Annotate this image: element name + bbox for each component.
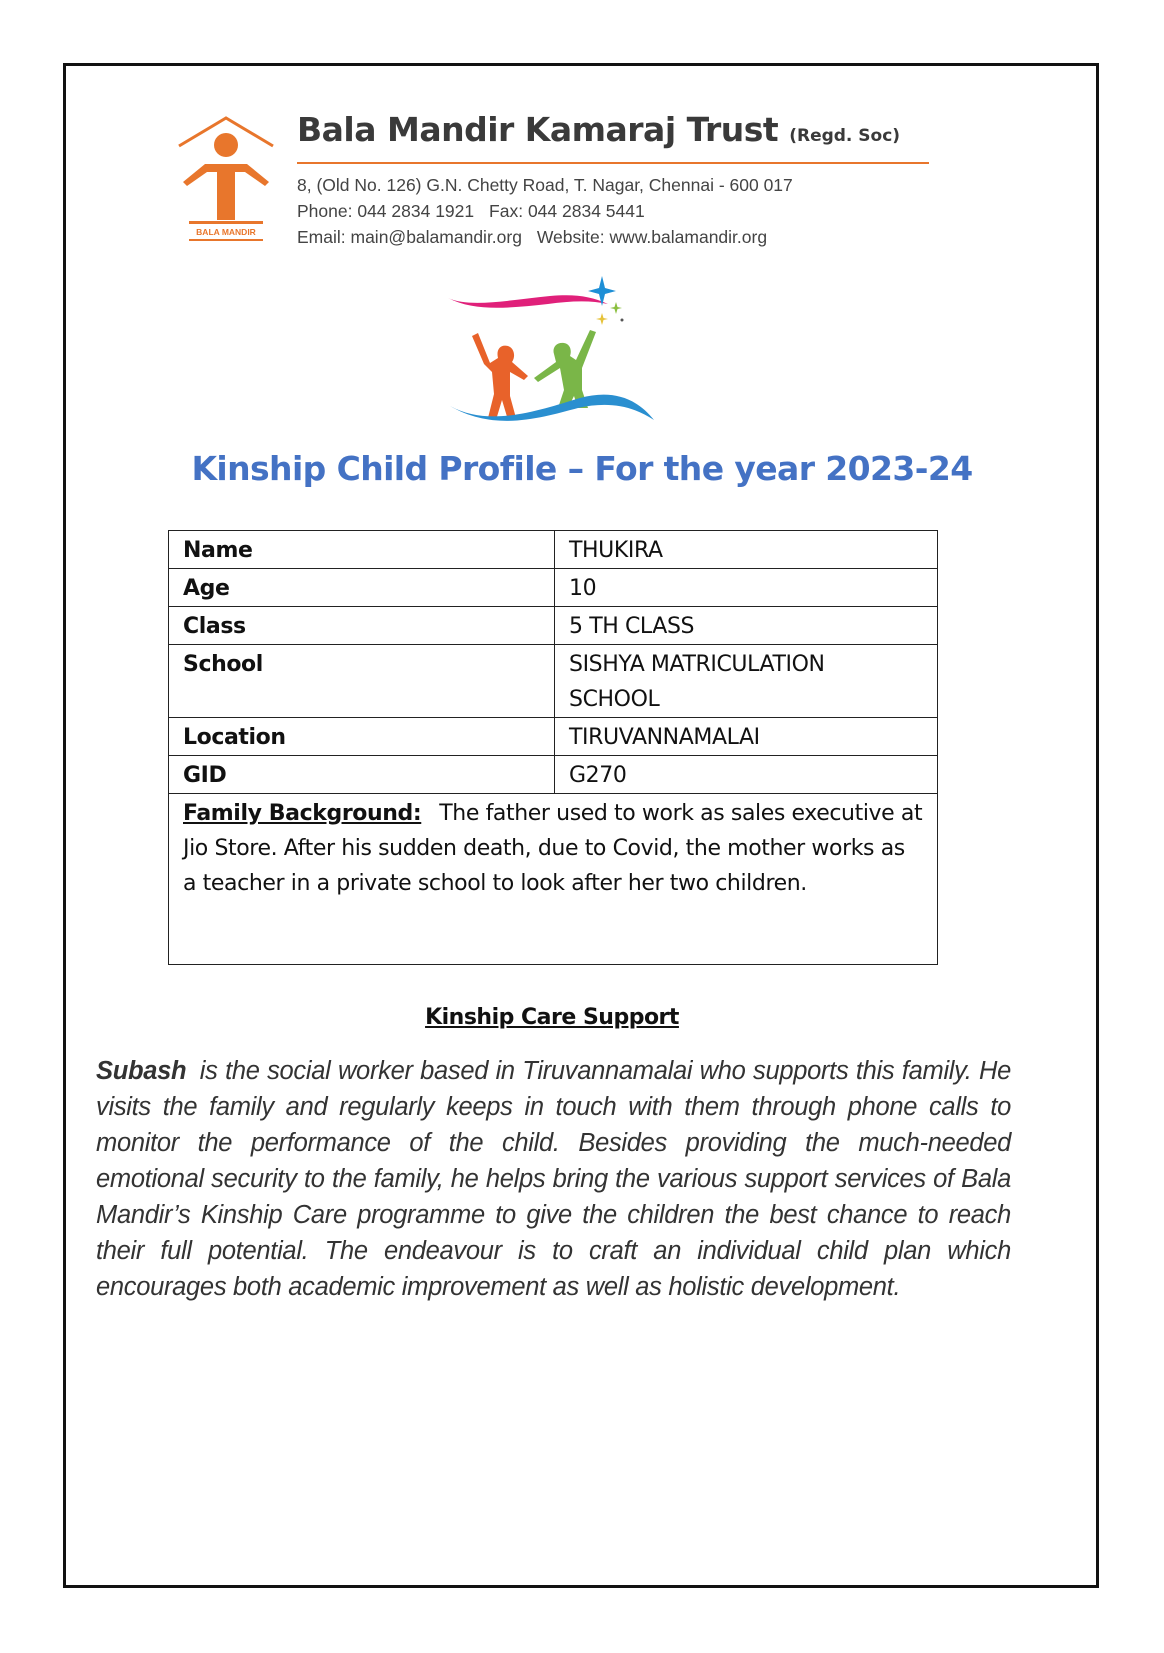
org-address: 8, (Old No. 126) G.N. Chetty Road, T. Nagar, Chennai - 600 017 (297, 175, 793, 195)
support-description: is the social worker based in Tiruvannamalai who supports this family. He visits the family and regularly keeps in touch with them through phone calls to monitor the performance of the child. Besides providing the much-needed emotional security to the family, he helps bring the various support services of Bala Mandir’s Kinship Care programme to give the children the best chance to reach their full potential. The endeavour is to craft an individual child plan which encourages both academic improvement as well as holistic development. (96, 1057, 1011, 1301)
child-profile-table (168, 530, 938, 965)
logo-caption: BALA MANDIR (196, 227, 256, 237)
website-link[interactable]: www.balamandir.org (609, 227, 768, 247)
table-row (169, 645, 938, 718)
row-label: School (169, 645, 555, 718)
fax-label: Fax: (489, 201, 524, 221)
row-label: GID (169, 756, 555, 794)
email-link[interactable]: main@balamandir.org (350, 227, 522, 247)
org-contact-phone-fax (297, 198, 937, 224)
org-info (297, 108, 937, 250)
row-value: 5 TH CLASS (555, 607, 938, 645)
support-paragraph (96, 1053, 1011, 1305)
row-value: G270 (555, 756, 938, 794)
row-label: Name (169, 531, 555, 569)
family-background-cell (169, 794, 938, 965)
page-title: Kinship Child Profile – For the year 2023-24 (191, 449, 973, 488)
table-row (169, 718, 938, 756)
children-reaching-stars-icon (440, 268, 665, 428)
family-background-label: Family Background: (183, 801, 422, 826)
table-row (169, 569, 938, 607)
website-label: Website: (536, 227, 605, 247)
row-value: 10 (555, 569, 938, 607)
table-row (169, 531, 938, 569)
phone-label: Phone: (297, 201, 353, 221)
row-value: TIRUVANNAMALAI (555, 718, 938, 756)
table-row (169, 607, 938, 645)
org-name (297, 108, 937, 158)
row-label: Location (169, 718, 555, 756)
row-value: THUKIRA (555, 531, 938, 569)
row-label: Age (169, 569, 555, 607)
house-person-icon (175, 112, 277, 244)
org-registration: (Regd. Soc) (789, 126, 901, 146)
org-name-text: Bala Mandir Kamaraj Trust (297, 110, 779, 149)
family-background-text: The father used to work as sales executive at Jio Store. After his sudden death, due to Covid, the mother works as a teacher in a private school to look after her two children. (183, 801, 923, 896)
fax-number: 044 2834 5441 (527, 201, 645, 221)
letterhead-divider (297, 162, 929, 164)
row-value: SISHYA MATRICULATION SCHOOL (555, 645, 938, 718)
email-label: Email: (297, 227, 346, 247)
family-background-row (169, 794, 938, 965)
phone-number: 044 2834 1921 (357, 201, 475, 221)
table-row (169, 756, 938, 794)
row-label: Class (169, 607, 555, 645)
letterhead (175, 108, 935, 248)
social-worker-name: Subash (96, 1057, 187, 1085)
support-heading: Kinship Care Support (425, 1005, 679, 1030)
org-contact-web (297, 224, 937, 250)
